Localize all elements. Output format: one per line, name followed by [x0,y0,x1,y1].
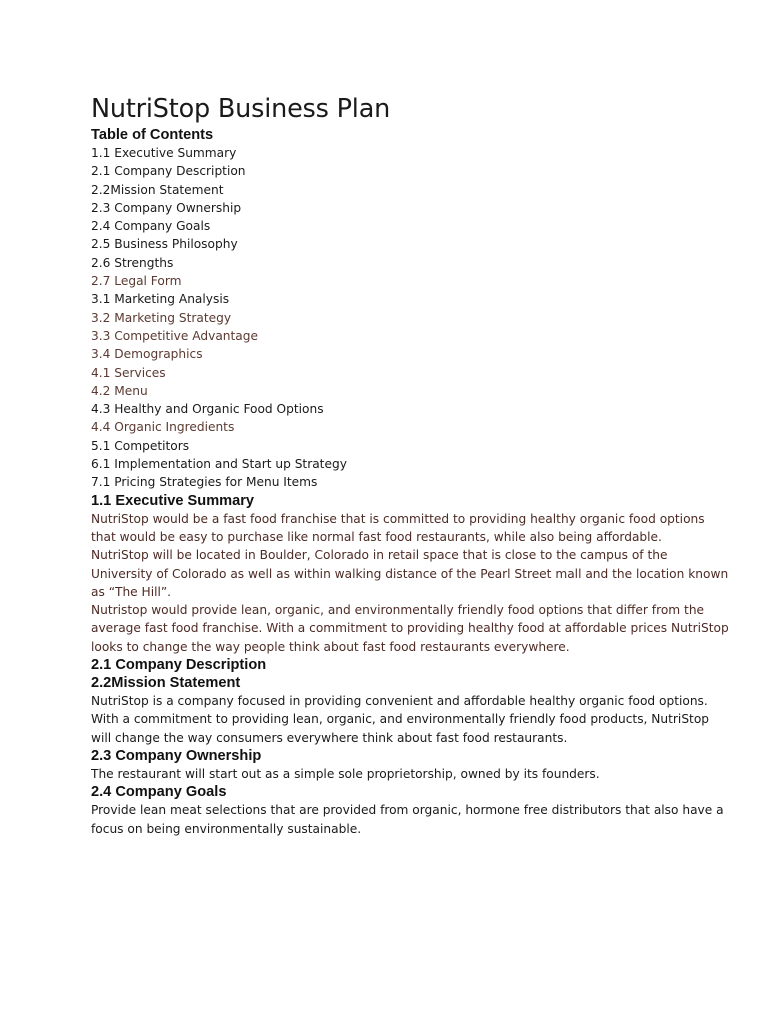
paragraph: NutriStop will be located in Boulder, Colorado in retail space that is close to the campus of the University of Colorado as well as within walking distance of the Pearl Street mall and the location known as “The Hill”. [91,548,729,599]
toc-link[interactable]: 2.7 Legal Form [91,274,182,289]
toc-link[interactable]: 4.2 Menu [91,383,148,398]
toc-item: 2.6 Strengths [91,255,174,270]
toc-item: 6.1 Implementation and Start up Strategy [91,457,347,472]
toc-heading: Table of Contents [91,127,214,143]
toc-item: 5.1 Competitors [91,438,190,453]
toc-link[interactable]: 3.3 Competitive Advantage [91,328,258,343]
section-mission-statement [91,674,731,747]
table-of-contents [91,144,731,492]
document-title: NutriStop Business Plan [91,94,391,124]
section-company-ownership [91,747,731,783]
section-executive-summary [91,492,731,656]
toc-item: 1.1 Executive Summary [91,146,237,160]
toc-item: 2.5 Business Philosophy [91,237,238,252]
section-heading: 2.4 Company Goals [91,784,227,801]
toc-item: 7.1 Pricing Strategies for Menu Items [91,475,318,490]
paragraph: Provide lean meat selections that are provided from organic, hormone free distributors that also have a focus on being environmentally sustainable. [91,803,724,836]
toc-link[interactable]: 3.4 Demographics [91,347,203,362]
toc-item: 2.4 Company Goals [91,219,211,234]
section-company-description [91,656,731,674]
toc-item: 2.2Mission Statement [91,182,224,197]
section-heading: 1.1 Executive Summary [91,492,255,509]
toc-item: 3.1 Marketing Analysis [91,292,230,307]
toc-item: 4.3 Healthy and Organic Food Options [91,402,324,417]
section-heading: 2.2Mission Statement [91,675,241,692]
section-heading: 2.1 Company Description [91,657,267,674]
toc-link[interactable]: 4.1 Services [91,365,166,380]
toc-link[interactable]: 4.4 Organic Ingredients [91,420,235,435]
section-heading: 2.3 Company Ownership [91,747,262,764]
toc-link[interactable]: 3.2 Marketing Strategy [91,310,232,325]
document-page [91,92,731,838]
paragraph: NutriStop would be a fast food franchise that is committed to providing healthy organic food options that would be easy to purchase like normal fast food restaurants, while also being affordable. [91,511,705,544]
paragraph: Nutristop would provide lean, organic, and environmentally friendly food options that differ from the average fast food franchise. With a commitment to providing healthy food at affordable prices NutriStop looks to change the way people think about fast food restaurants everywhere. [91,603,729,654]
paragraph: NutriStop is a company focused in providing convenient and affordable healthy organic food options. With a commitment to providing lean, organic, and environmentally friendly food products, NutriStop will change the way consumers everywhere think about fast food restaurants. [91,694,710,745]
section-company-goals [91,783,731,838]
paragraph: The restaurant will start out as a simple sole proprietorship, owned by its founders. [91,766,600,781]
toc-item: 2.3 Company Ownership [91,200,242,215]
toc-item: 2.1 Company Description [91,164,246,179]
